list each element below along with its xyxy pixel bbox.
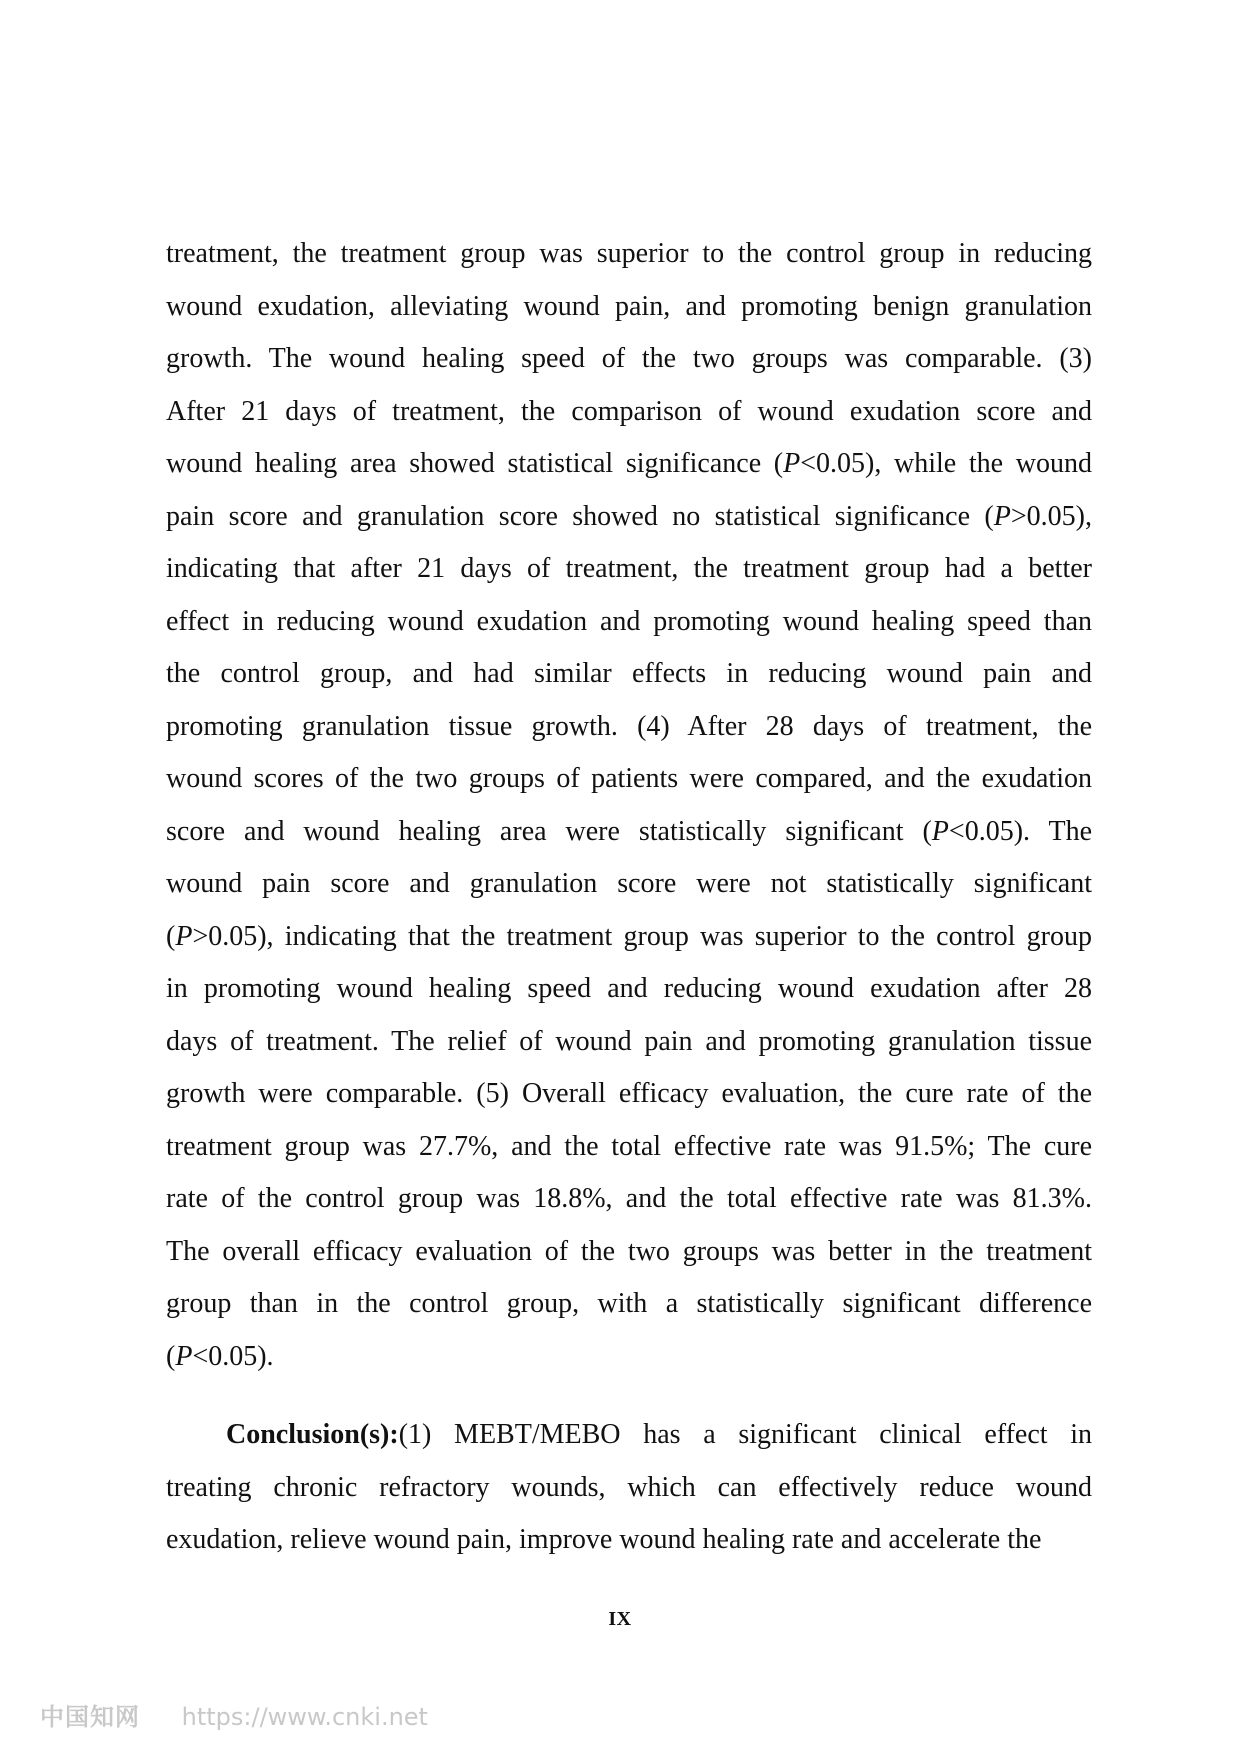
text-line xyxy=(166,648,1092,701)
text-run: days of treatment. The relief of wound pain and promoting granulation tissue xyxy=(166,1025,1092,1057)
text-run: growth were comparable. (5) Overall efficacy evaluation, the cure rate of the xyxy=(166,1078,1092,1109)
text-line xyxy=(166,911,1092,964)
text-run: ( xyxy=(166,1340,176,1372)
text-run: growth. The wound healing speed of the two groups was comparable. (3) xyxy=(166,343,1092,374)
abstract-results-paragraph xyxy=(166,228,1092,1383)
text-line xyxy=(166,596,1092,649)
text-line xyxy=(166,491,1092,544)
text-run: effect in reducing wound exudation and promoting wound healing speed than xyxy=(166,605,1092,637)
text-run: promoting granulation tissue growth. (4) After 28 days of treatment, the xyxy=(166,710,1092,742)
text-line xyxy=(166,438,1092,491)
text-run: <0.05). xyxy=(192,1340,274,1372)
text-run: wound healing area showed statistical significance ( xyxy=(166,448,784,479)
text-run: pain score and granulation score showed no statistical significance ( xyxy=(166,500,994,532)
text-run: <0.05), while the wound xyxy=(800,448,1093,479)
text-line xyxy=(166,1462,1092,1515)
text-run: score and wound healing area were statistically significant ( xyxy=(166,815,932,847)
text-line xyxy=(166,1068,1092,1121)
text-line xyxy=(166,701,1092,754)
text-run: in promoting wound healing speed and reducing wound exudation after 28 xyxy=(166,973,1092,1004)
italic-p-symbol: P xyxy=(783,448,801,479)
text-run: treating chronic refractory wounds, which can effectively reduce wound xyxy=(166,1471,1092,1503)
conclusion-paragraph xyxy=(166,1409,1092,1567)
conclusion-heading: Conclusion(s): xyxy=(226,1419,399,1450)
abstract-body xyxy=(166,228,1092,1567)
text-line xyxy=(166,333,1092,386)
text-line xyxy=(166,1226,1092,1279)
text-run: <0.05). The xyxy=(948,815,1092,847)
text-run: wound scores of the two groups of patients were compared, and the exudation xyxy=(166,763,1092,794)
text-line xyxy=(166,858,1092,911)
text-line xyxy=(166,806,1092,859)
italic-p-symbol: P xyxy=(931,815,949,847)
text-run: wound exudation, alleviating wound pain, and promoting benign granulation xyxy=(166,290,1092,322)
text-run: ( xyxy=(166,920,176,952)
cnki-watermark xyxy=(40,1700,428,1734)
text-run: group than in the control group, with a statistically significant difference xyxy=(166,1288,1092,1319)
text-run: rate of the control group was 18.8%, and the total effective rate was 81.3%. xyxy=(166,1183,1092,1214)
cnki-logo-text: 中国知网 xyxy=(40,1703,140,1731)
text-line xyxy=(166,543,1092,596)
text-line xyxy=(166,228,1092,281)
text-run: exudation, relieve wound pain, improve wound healing rate and accelerate the xyxy=(166,1524,1042,1555)
italic-p-symbol: P xyxy=(993,500,1011,532)
text-line xyxy=(166,281,1092,334)
text-line xyxy=(166,963,1092,1016)
cnki-url: https://www.cnki.net xyxy=(181,1703,428,1731)
text-run: the control group, and had similar effects in reducing wound pain and xyxy=(166,658,1092,689)
paragraph-gap xyxy=(166,1383,1092,1409)
text-run: treatment, the treatment group was superior to the control group in reducing xyxy=(166,238,1092,269)
text-line xyxy=(166,753,1092,806)
text-run: (1) MEBT/MEBO has a significant clinical effect in xyxy=(398,1419,1092,1450)
text-line xyxy=(166,1278,1092,1331)
page-number: IX xyxy=(608,1608,632,1630)
text-line xyxy=(166,1016,1092,1069)
text-run: wound pain score and granulation score were not statistically significant xyxy=(166,868,1092,899)
text-line xyxy=(166,1121,1092,1174)
text-line xyxy=(166,1409,1092,1462)
text-run: After 21 days of treatment, the comparison of wound exudation score and xyxy=(166,395,1092,427)
text-line xyxy=(166,386,1092,439)
text-line xyxy=(166,1514,1092,1567)
text-line xyxy=(166,1331,1092,1384)
text-run: >0.05), indicating that the treatment group was superior to the control group xyxy=(192,920,1092,952)
italic-p-symbol: P xyxy=(175,1340,193,1372)
text-run: >0.05), xyxy=(1010,500,1092,532)
italic-p-symbol: P xyxy=(175,920,193,952)
text-line xyxy=(166,1173,1092,1226)
text-run: The overall efficacy evaluation of the two groups was better in the treatment xyxy=(166,1235,1092,1267)
text-run: indicating that after 21 days of treatment, the treatment group had a better xyxy=(166,553,1092,584)
text-run: treatment group was 27.7%, and the total effective rate was 91.5%; The cure xyxy=(166,1130,1092,1162)
